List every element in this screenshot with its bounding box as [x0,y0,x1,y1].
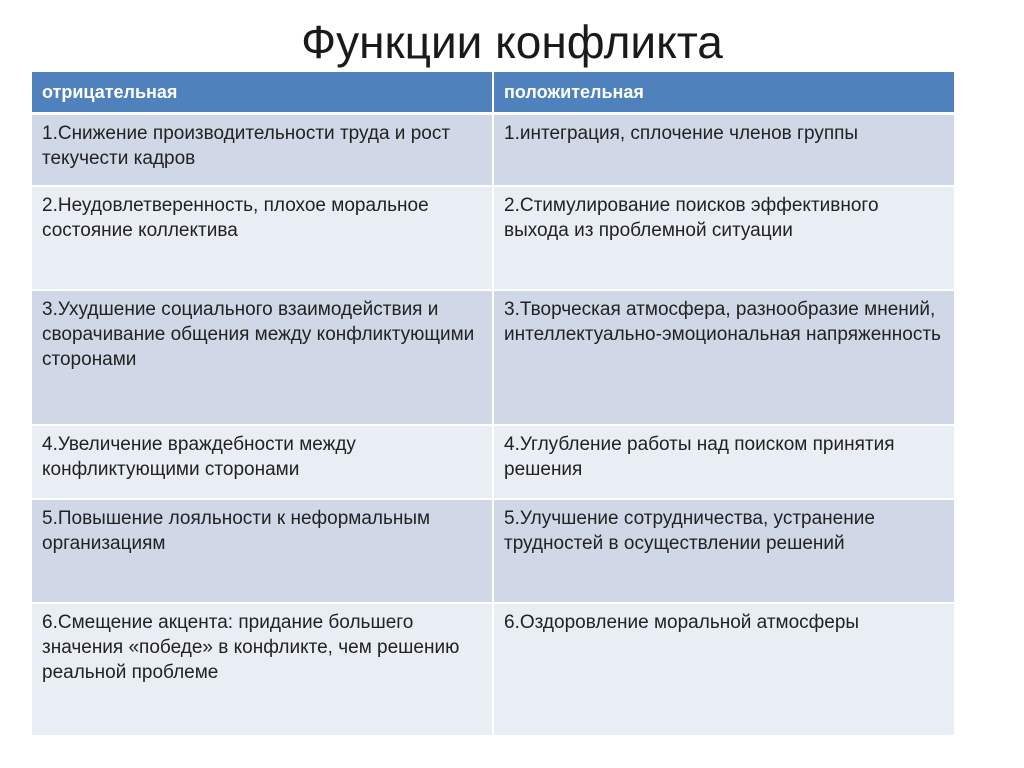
negative-function-cell: 6.Смещение акцента: придание большего значения «победе» в конфликте, чем решению реальной проблеме [32,603,493,736]
negative-function-cell: 1.Снижение производительности труда и рост текучести кадров [32,114,493,187]
table-header-row [32,72,954,114]
negative-function-cell: 3.Ухудшение социального взаимодействия и сворачивание общения между конфликтующими сторонами [32,290,493,425]
positive-function-cell: 5.Улучшение сотрудничества, устранение трудностей в осуществлении решений [493,499,954,603]
positive-function-cell: 1.интеграция, сплочение членов группы [493,114,954,187]
negative-function-cell: 4.Увеличение враждебности между конфликтующими сторонами [32,425,493,499]
table-row [32,114,954,187]
table-row [32,425,954,499]
negative-function-cell: 2.Неудовлетверенность, плохое моральное состояние коллектива [32,186,493,290]
functions-table [32,72,954,737]
positive-function-cell: 3.Творческая атмосфера, разнообразие мнений, интеллектуально-эмоциональная напряженность [493,290,954,425]
positive-function-cell: 2.Стимулирование поисков эффективного выхода из проблемной ситуации [493,186,954,290]
header-positive: положительная [493,72,954,114]
positive-function-cell: 4.Углубление работы над поиском принятия решения [493,425,954,499]
table-row [32,290,954,425]
header-negative: отрицательная [32,72,493,114]
table-row [32,603,954,736]
table-row [32,186,954,290]
positive-function-cell: 6.Оздоровление моральной атмосферы [493,603,954,736]
table-row [32,499,954,603]
page-title: Функции конфликта [301,16,723,68]
negative-function-cell: 5.Повышение лояльности к неформальным организациям [32,499,493,603]
functions-table-container [32,72,954,737]
